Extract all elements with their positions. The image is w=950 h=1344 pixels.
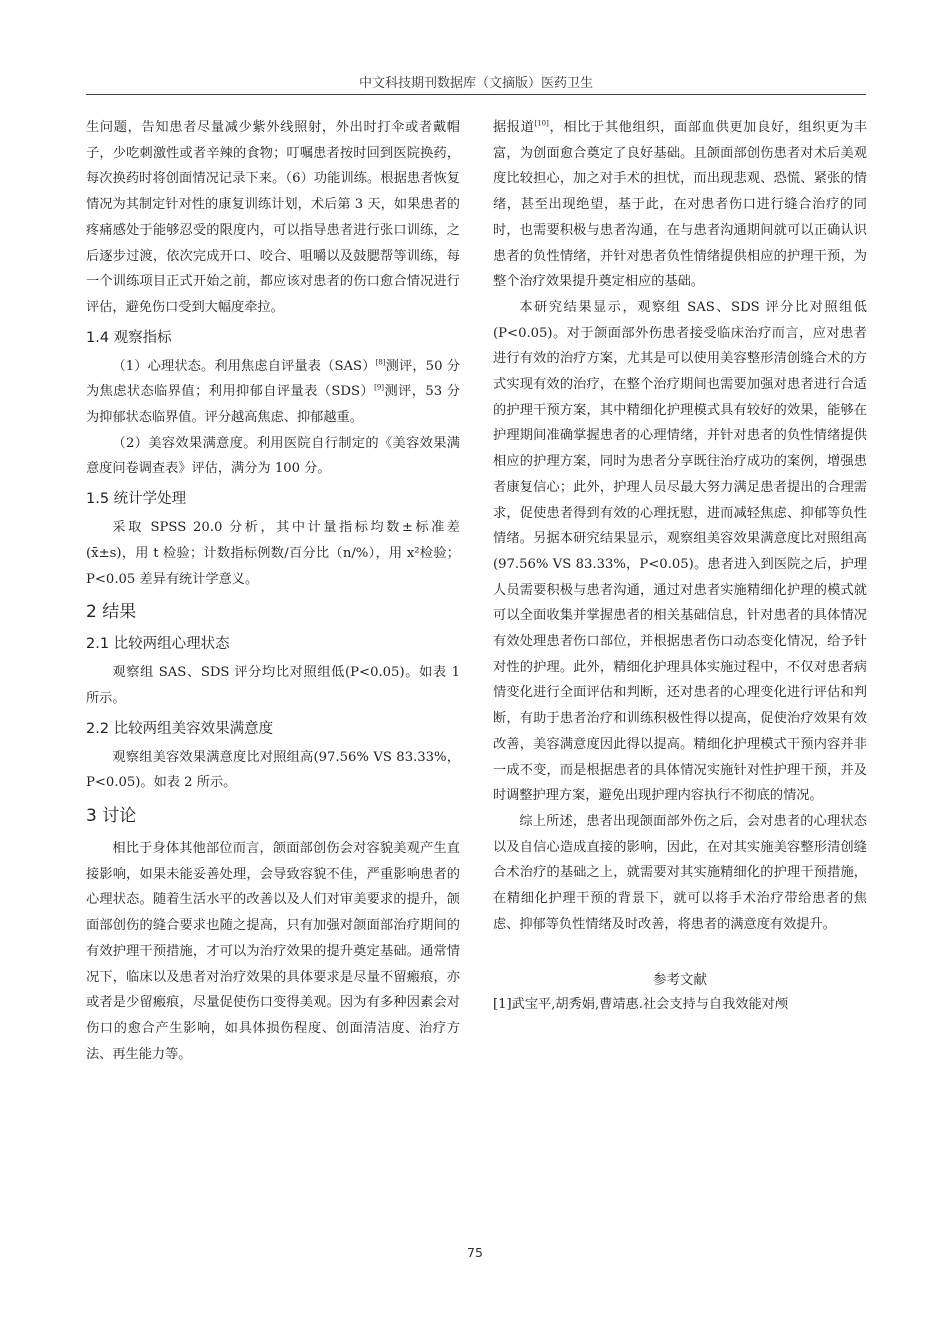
section-heading-1-5: 1.5 统计学处理 [86,491,187,508]
text-run: （1）心理状态。利用焦虑自评量表（SAS） [112,358,376,374]
page-number: 75 [467,1245,483,1260]
section-heading-2: 2 结果 [86,602,137,623]
citation-9: [9] [374,383,385,392]
citation-10: [10] [534,119,549,128]
paragraph: 生问题，告知患者尽量减少紫外线照射，外出时打伞或者戴帽子，少吃刺激性或者辛辣的食物；叮嘱患者按时回到医院换药，每次换药时将创面情况记录下来。（6）功能训练。根据患者恢复情况为其制定针对性的康复训练计划，术后第 3 天，如果患者的疼痛感处于能够忍受的限度内，可以指导患者进行张口训练，之后逐步过渡，依次完成开口、咬合、咀嚼以及鼓腮帮等训练，每一个训练项目正式开始之前，都应该对患者的伤口愈合情况进行评估，避免伤口受到大幅度牵拉。 [86,120,460,315]
section-heading-2-1: 2.1 比较两组心理状态 [86,636,230,653]
paragraph: 观察组美容效果满意度比对照组高(97.56% VS 83.33%，P<0.05)。如表 2 所示。 [86,749,460,791]
paragraph: 观察组 SAS、SDS 评分均比对照组低(P<0.05)。如表 1 所示。 [86,665,460,706]
paragraph: （2）美容效果满意度。利用医院自行制定的《美容效果满意度问卷调查表》评估，满分为 100 分。 [86,435,460,477]
citation-8: [8] [375,358,386,367]
paragraph [86,354,460,431]
section-heading-2-2: 2.2 比较两组美容效果满意度 [86,720,274,737]
left-column [86,115,460,1067]
text-run: ，相比于其他组织，面部血供更加良好，组织更为丰富，为创面愈合奠定了良好基础。且颌面部创伤患者对术后美观度比较担心，加之对手术的担忧，而出现悲观、恐慌、紧张的情绪，甚至出现绝望，基于此，在对患者伤口进行缝合治疗的同时，也需要积极与患者沟通，在与患者沟通期间就可以正确认识患者的负性情绪，并针对患者负性情绪提供相应的护理干预，为整个治疗效果提升奠定相应的基础。 [493,120,868,290]
running-header: 中文科技期刊数据库（文摘版）医药卫生 [358,76,593,91]
paragraph: 采取 SPSS 20.0 分析，其中计量指标均数±标准差(x̄±s)，用 t 检验；计数指标例数/百分比（n/%），用 x²检验；P<0.05 差异有统计学意义。 [86,520,460,587]
reference-item: [1]武宝平,胡秀娟,曹靖惠.社会支持与自我效能对颅 [493,996,789,1012]
paragraph: 综上所述，患者出现颌面部外伤之后，会对患者的心理状态以及自信心造成直接的影响，因此，在对其实施美容整形清创缝合术治疗的基础之上，就需要对其实施精细化的护理干预措施，在精细化护理干预的背景下，就可以将手术治疗带给患者的焦虑、抑郁等负性情绪及时改善，将患者的满意度有效提升。 [493,813,867,932]
text-run: 据报道 [493,120,535,135]
header-rule [86,94,866,95]
section-heading-1-4: 1.4 观察指标 [86,329,172,346]
text-run: 测评，50 分为焦虑状态临界值；利用抑郁自评量表（SDS） [86,358,460,400]
references-heading: 参考文献 [653,971,707,988]
section-heading-3: 3 讨论 [86,806,137,827]
paragraph: 本研究结果显示，观察组 SAS、SDS 评分比对照组低(P<0.05)。对于颌面部外伤患者接受临床治疗而言，应对患者进行有效的治疗方案，尤其是可以使用美容整形清创缝合术的方式实现有效的治疗，在整个治疗期间也需要加强对患者进行合适的护理干预方案，其中精细化护理模式具有较好的效果，能够在护理期间准确掌握患者的心理情绪，并针对患者的负性情绪提供相应的护理方案，同时为患者分享既往治疗成功的案例，增强患者康复信心；此外，护理人员尽最大努力满足患者提出的合理需求，促使患者得到有效的心理抚慰，进而减轻焦虑、抑郁等负性情绪。另据本研究结果显示，观察组美容效果满意度比对照组高(97.56% VS 83.33%，P<0.05)。患者进入到医院之后，护理人员需要积极与患者沟通，通过对患者实施精细化护理的模式就可以全面收集并掌握患者的相关基础信息，针对患者的具体情况有效处理患者伤口部位，并根据患者伤口动态变化情况，给予针对性的护理。此外，精细化护理具体实施过程中，不仅对患者病情变化进行全面评估和判断，还对患者的心理变化进行评估和判断，有助于患者治疗和训练积极性得以提高，促使治疗效果有效改善，美容满意度因此得以提高。精细化护理模式干预内容并非一成不变，而是根据患者的具体情况实施针对性护理干预，并及时调整护理方案，避免出现护理内容执行不彻底的情况。 [493,299,867,804]
paragraph: 相比于身体其他部位而言，颌面部创伤会对容貌美观产生直接影响，如果未能妥善处理，会导致容貌不佳，严重影响患者的心理状态。随着生活水平的改善以及人们对审美要求的提升，颌面部创伤的缝合要求也随之提高，只有加强对颌面部治疗期间的有效护理干预措施，才可以为治疗效果的提升奠定基础。通常情况下，临床以及患者对治疗效果的具体要求是尽量不留瘢痕，亦或者是少留瘢痕，尽量促使伤口变得美观。因为有多种因素会对伤口的愈合产生影响，如具体损伤程度、创面清洁度、治疗方法、再生能力等。 [86,841,460,1062]
text-run: 测评，53 分为抑郁状态临界值。评分越高焦虑、抑郁越重。 [86,384,460,426]
right-column [493,115,867,1017]
paragraph [493,115,867,295]
